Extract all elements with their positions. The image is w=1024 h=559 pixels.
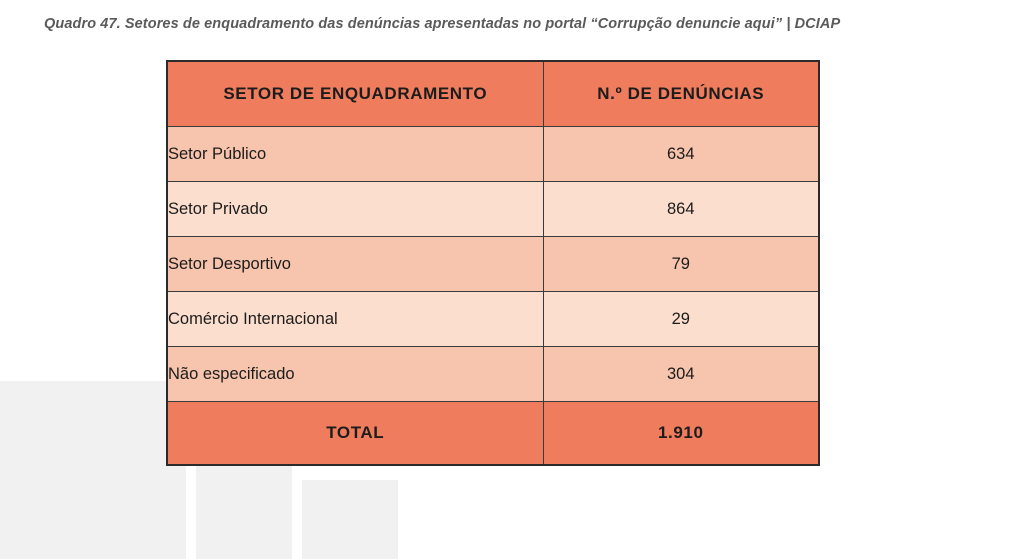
row-label-nao-especificado: Não especificado [167, 347, 543, 402]
table-row [167, 237, 819, 292]
row-value-setor-publico: 634 [543, 127, 819, 182]
row-label-setor-desportivo: Setor Desportivo [167, 237, 543, 292]
table-container [166, 60, 818, 466]
row-label-comercio-internacional: Comércio Internacional [167, 292, 543, 347]
row-value-nao-especificado: 304 [543, 347, 819, 402]
decorative-block-small [302, 480, 398, 559]
decorative-block-left [0, 381, 186, 559]
row-label-setor-privado: Setor Privado [167, 182, 543, 237]
table-caption: Quadro 47. Setores de enquadramento das denúncias apresentadas no portal “Corrupção denuncie aqui” | DCIAP [44, 16, 841, 32]
table-row [167, 347, 819, 402]
column-header-setor: SETOR DE ENQUADRAMENTO [167, 61, 543, 127]
row-label-setor-publico: Setor Público [167, 127, 543, 182]
table-total-row [167, 402, 819, 466]
total-value: 1.910 [543, 402, 819, 466]
total-label: TOTAL [167, 402, 543, 466]
quadro-47-table [166, 60, 820, 466]
row-value-setor-privado: 864 [543, 182, 819, 237]
row-value-setor-desportivo: 79 [543, 237, 819, 292]
table-row [167, 292, 819, 347]
table-row [167, 182, 819, 237]
table-header-row [167, 61, 819, 127]
column-header-denuncias: N.º DE DENÚNCIAS [543, 61, 819, 127]
table-row [167, 127, 819, 182]
row-value-comercio-internacional: 29 [543, 292, 819, 347]
